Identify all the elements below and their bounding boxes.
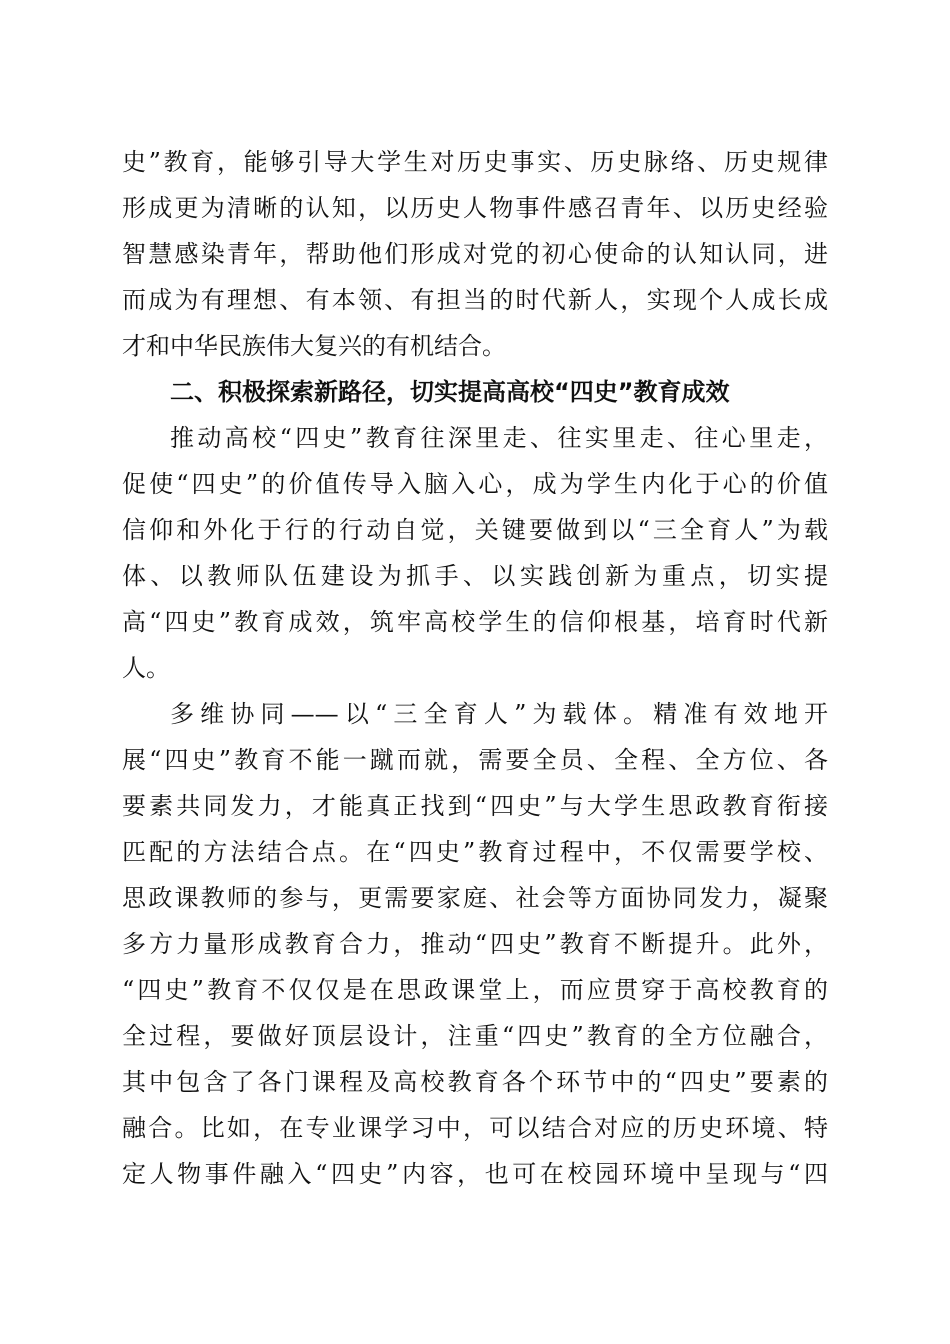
- body-text-line: 多方力量形成教育合力，推动“四史”教育不断提升。此外，: [122, 930, 828, 958]
- body-text-line: 匹配的方法结合点。在“四史”教育过程中，不仅需要学校、: [122, 838, 828, 866]
- paragraph-first-line: 多维协同——以“三全育人”为载体。精准有效地开: [170, 700, 828, 728]
- body-text-line: 融合。比如，在专业课学习中，可以结合对应的历史环境、特: [122, 1114, 828, 1142]
- body-text-line: 史”教育，能够引导大学生对历史事实、历史脉络、历史规律: [122, 148, 828, 176]
- body-text-line: 信仰和外化于行的行动自觉，关键要做到以“三全育人”为载: [122, 516, 828, 544]
- body-text-line: 人。: [122, 654, 170, 682]
- paragraph-first-line: 推动高校“四史”教育往深里走、往实里走、往心里走，: [170, 424, 828, 452]
- body-text-line: 要素共同发力，才能真正找到“四史”与大学生思政教育衔接: [122, 792, 828, 820]
- body-text-line: “四史”教育不仅仅是在思政课堂上，而应贯穿于高校教育的: [122, 976, 828, 1004]
- body-text-line: 促使“四史”的价值传导入脑入心，成为学生内化于心的价值: [122, 470, 828, 498]
- body-text-line: 智慧感染青年，帮助他们形成对党的初心使命的认知认同，进: [122, 240, 828, 268]
- body-text-line: 思政课教师的参与，更需要家庭、社会等方面协同发力，凝聚: [122, 884, 828, 912]
- body-text-line: 而成为有理想、有本领、有担当的时代新人，实现个人成长成: [122, 286, 828, 314]
- body-text-line: 才和中华民族伟大复兴的有机结合。: [122, 332, 506, 360]
- body-text-line: 全过程，要做好顶层设计，注重“四史”教育的全方位融合，: [122, 1022, 828, 1050]
- section-heading: 二、积极探索新路径，切实提高高校“四史”教育成效: [170, 378, 730, 406]
- body-text-line: 体、以教师队伍建设为抓手、以实践创新为重点，切实提: [122, 562, 828, 590]
- body-text-line: 定人物事件融入“四史”内容，也可在校园环境中呈现与“四: [122, 1160, 828, 1188]
- body-text-line: 展“四史”教育不能一蹴而就，需要全员、全程、全方位、各: [122, 746, 828, 774]
- body-text-line: 其中包含了各门课程及高校教育各个环节中的“四史”要素的: [122, 1068, 828, 1096]
- body-text-line: 高“四史”教育成效，筑牢高校学生的信仰根基，培育时代新: [122, 608, 828, 636]
- body-text-line: 形成更为清晰的认知，以历史人物事件感召青年、以历史经验: [122, 194, 828, 222]
